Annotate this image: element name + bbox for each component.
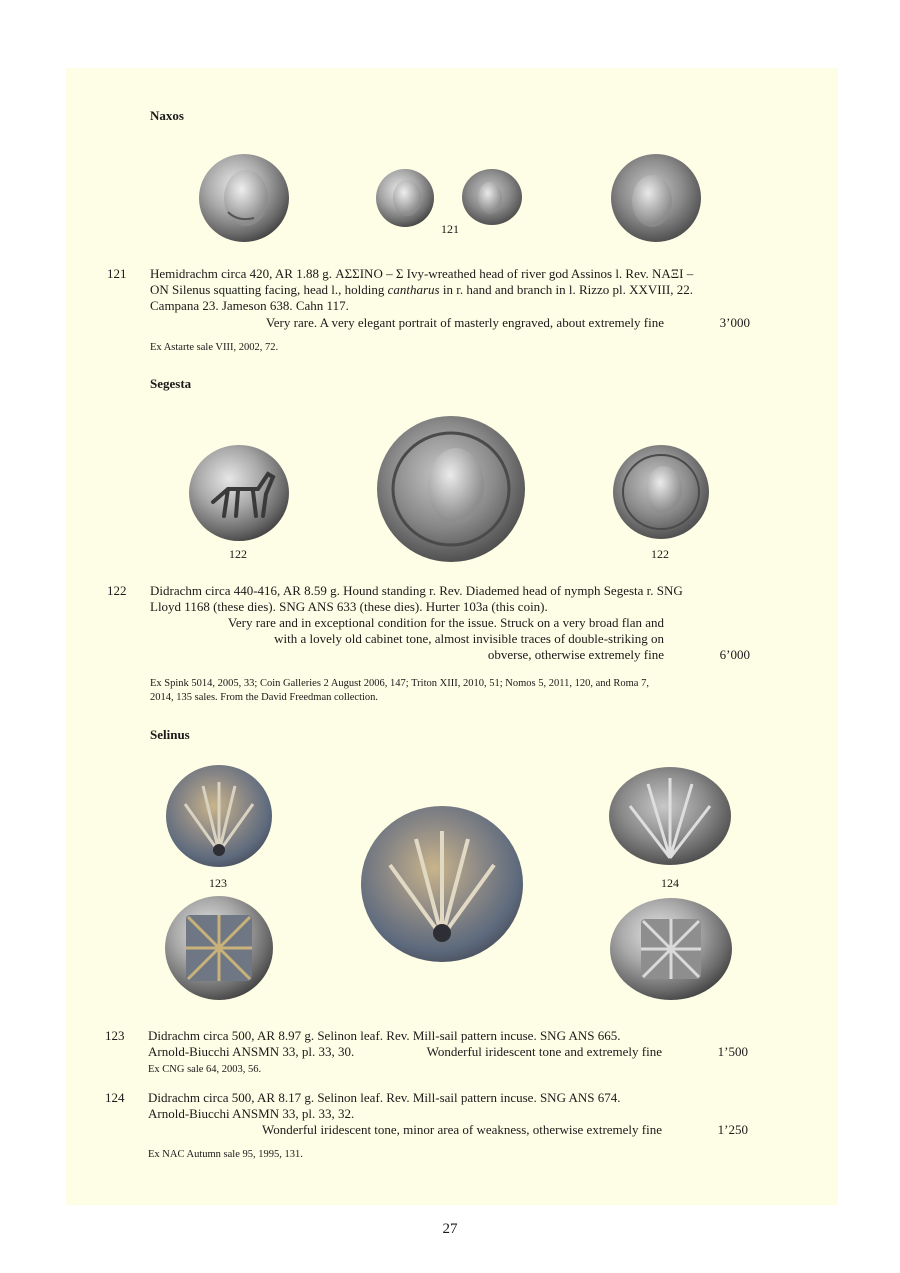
- lot-provenance-121: Ex Astarte sale VIII, 2002, 72.: [150, 342, 279, 353]
- lot-grade-123: Wonderful iridescent tone and extremely fine: [426, 1044, 662, 1059]
- coin-image-122-obverse: [188, 444, 290, 542]
- lot-122-grade-2: with a lovely old cabinet tone, almost invisible traces of double-striking on: [274, 631, 664, 646]
- lot-number-124: 124: [105, 1090, 125, 1105]
- coin-image-121-obverse: [375, 168, 435, 228]
- page-number: 27: [442, 1221, 458, 1237]
- lot-price-121: 3’000: [719, 315, 750, 330]
- image-label-121: 121: [441, 222, 459, 236]
- lot-122-line-2: Lloyd 1168 (these dies). SNG ANS 633 (these dies). Hurter 103a (this coin).: [150, 599, 548, 614]
- lot-121-line-2-text-end: in r. hand and branch in l. Rizzo pl. XXVIII, 22.: [439, 282, 694, 297]
- coin-image-121-reverse-large: [610, 153, 702, 243]
- coin-image-124-obverse: [608, 766, 732, 866]
- coin-image-121-obverse-large: [198, 152, 290, 244]
- lot-price-124: 1’250: [717, 1122, 748, 1137]
- coin-image-123-reverse: [164, 895, 274, 1001]
- lot-122-provenance-2: 2014, 135 sales. From the David Freedman collection.: [150, 692, 379, 703]
- lot-123-line-1: Didrachm circa 500, AR 8.97 g. Selinon leaf. Rev. Mill-sail pattern incuse. SNG ANS 665.: [148, 1028, 621, 1043]
- lot-121-line-3: Campana 23. Jameson 638. Cahn 117.: [150, 298, 349, 313]
- coin-image-122-reverse-large: [376, 414, 526, 564]
- lot-number-123: 123: [105, 1028, 125, 1043]
- lot-price-122: 6’000: [719, 647, 750, 662]
- image-label-122-right: 122: [651, 547, 669, 561]
- section-title-naxos: Naxos: [150, 108, 184, 123]
- coin-image-123-obverse-large: [360, 805, 524, 963]
- image-label-123: 123: [209, 876, 227, 890]
- lot-price-123: 1’500: [717, 1044, 748, 1059]
- lot-121-line-2: [150, 282, 750, 298]
- coin-image-124-reverse: [609, 897, 733, 1001]
- lot-122-grade-1: Very rare and in exceptional condition for the issue. Struck on a very broad flan and: [227, 615, 664, 630]
- lot-provenance-122: [150, 677, 750, 705]
- lot-grade-122: [150, 615, 664, 663]
- image-label-122-left: 122: [229, 547, 247, 561]
- lot-number-122: 122: [107, 583, 127, 598]
- lot-122-line-1: Didrachm circa 440-416, AR 8.59 g. Hound standing r. Rev. Diademed head of nymph Segesta r. SNG: [150, 583, 683, 598]
- coin-image-122-reverse: [612, 444, 710, 540]
- lot-123-line-2: Arnold-Biucchi ANSMN 33, pl. 33, 30.: [148, 1044, 355, 1059]
- coin-image-123-obverse: [165, 764, 273, 868]
- lot-121-line-2-italic: cantharus: [387, 282, 440, 297]
- lot-provenance-123: Ex CNG sale 64, 2003, 56.: [148, 1064, 262, 1075]
- lot-grade-124: Wonderful iridescent tone, minor area of weakness, otherwise extremely fine: [262, 1122, 662, 1137]
- lot-124-line-2: Arnold-Biucchi ANSMN 33, pl. 33, 32.: [148, 1106, 355, 1121]
- lot-grade-121: Very rare. A very elegant portrait of masterly engraved, about extremely fine: [265, 315, 664, 330]
- lot-121-line-2-text: ON Silenus squatting facing, head l., holding: [150, 282, 388, 297]
- lot-number-121: 121: [107, 266, 127, 281]
- section-title-segesta: Segesta: [150, 376, 192, 391]
- section-title-selinus: Selinus: [150, 727, 190, 742]
- lot-description-121: [150, 266, 750, 314]
- coin-image-121-reverse: [461, 168, 523, 226]
- lot-122-provenance-1: Ex Spink 5014, 2005, 33; Coin Galleries 2 August 2006, 147; Triton XIII, 2010, 51; Nomos 5, 2011, 120, and Roma 7,: [150, 678, 649, 689]
- image-label-124: 124: [661, 876, 679, 890]
- lot-description-124: [148, 1090, 748, 1122]
- lot-description-123: [148, 1028, 748, 1044]
- lot-121-line-1: Hemidrachm circa 420, AR 1.88 g. ΑΣΣΙΝΟ – Σ Ivy-wreathed head of river god Assinos l. Rev. ΝΑΞΙ –: [150, 266, 694, 281]
- lot-provenance-124: Ex NAC Autumn sale 95, 1995, 131.: [148, 1149, 303, 1160]
- lot-124-line-1: Didrachm circa 500, AR 8.17 g. Selinon leaf. Rev. Mill-sail pattern incuse. SNG ANS 674.: [148, 1090, 621, 1105]
- lot-122-grade-3: obverse, otherwise extremely fine: [487, 647, 664, 662]
- lot-description-122: [150, 583, 750, 615]
